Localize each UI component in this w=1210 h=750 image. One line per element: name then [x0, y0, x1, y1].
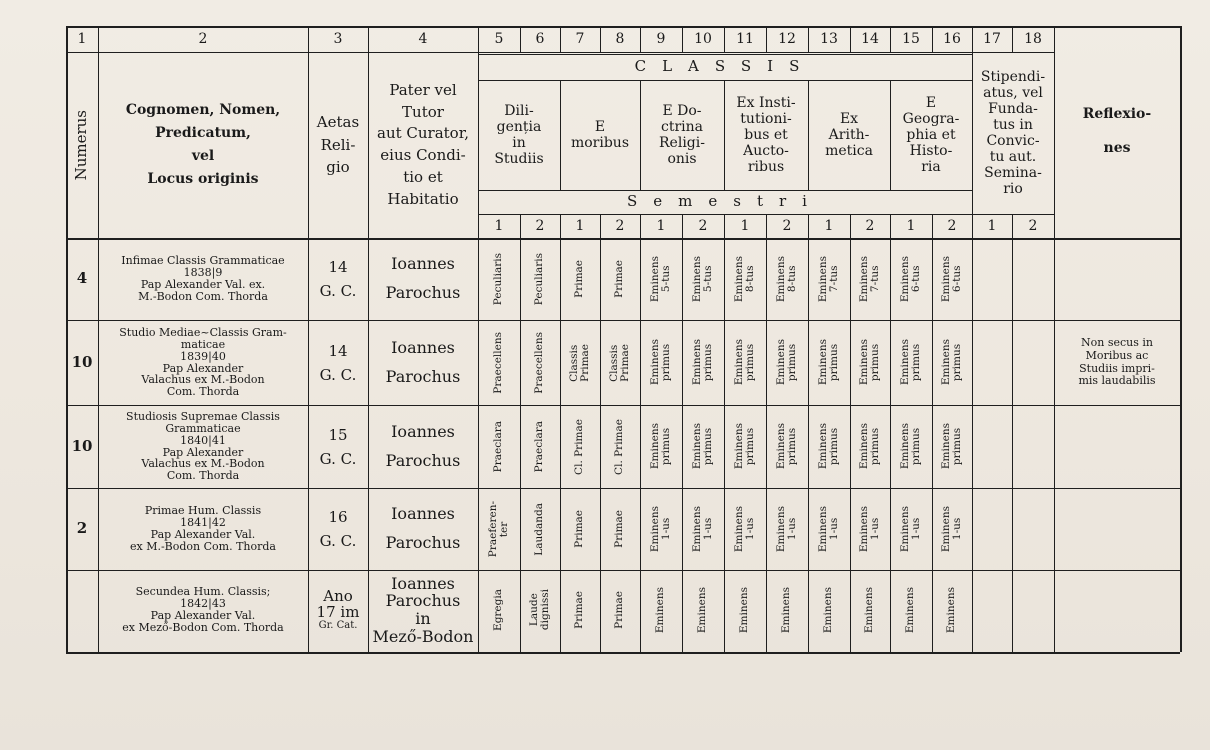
column-number: 8 [615, 30, 625, 47]
origin-line: Pap Alexander Val. ex. [140, 278, 266, 291]
pater-header-line: tio et [403, 167, 443, 186]
origin-line: maticae [180, 337, 226, 351]
row-origin [98, 488, 308, 570]
cognomen-header-line: Predicatum, [155, 124, 251, 141]
tutor-line: Parochus [385, 533, 461, 552]
grade-text: Eminens 7-tus [857, 255, 881, 303]
age-line: Ano [323, 587, 353, 605]
tutor-line: in [415, 609, 431, 628]
grade-text: Laude dignissi [527, 589, 551, 631]
row-tutor [368, 570, 478, 650]
grade-text: Eminens [945, 586, 958, 634]
grade-cell [600, 574, 640, 646]
grade-cell [478, 492, 520, 566]
tutor-line: Ioannes [391, 421, 455, 441]
subject-header-line: onis [667, 151, 697, 168]
tutor-line: Parochus [385, 366, 461, 386]
subject-header-line: tutioni- [740, 110, 792, 127]
aetas-header-line: Aetas [316, 113, 360, 132]
origin-line: Infimae Classis Grammaticae [121, 254, 285, 268]
subject-header-line: ria [921, 159, 941, 176]
grade-cell [850, 409, 890, 484]
stipendiatus-header-line: Stipendi- [980, 68, 1046, 85]
grade-text: Eminens [780, 586, 793, 634]
grade-cell [682, 324, 724, 401]
origin-line: ex Mező-Bodon Com. Thorda [122, 620, 284, 634]
row-age [308, 238, 368, 320]
subject-header-line: metica [825, 143, 873, 160]
row-numerus: 2 [76, 519, 88, 538]
grade-cell [682, 492, 724, 566]
pater-header-line: eius Condi- [380, 146, 466, 164]
grade-text: Eminens 8-tus [732, 255, 756, 303]
grade-text: Classis Primae [567, 343, 591, 382]
grade-text: Eminens primus [898, 423, 922, 470]
age-line: G. C. [319, 282, 357, 300]
grade-cell [520, 574, 560, 646]
origin-line: Valachus ex M.-Bodon [141, 457, 265, 471]
grade-cell [766, 574, 808, 646]
grade-text: Eminens 1-us [857, 505, 881, 553]
grade-text: Primae [613, 510, 626, 548]
age-line: 14 [328, 258, 348, 276]
grade-cell [520, 324, 560, 401]
grade-cell [560, 574, 600, 646]
grade-cell [724, 242, 766, 316]
tutor-line: Ioannes [391, 504, 455, 524]
grade-cell [560, 492, 600, 566]
grade-text: Eminens [904, 586, 917, 634]
pater-header-line: Pater vel [389, 80, 457, 99]
grade-text: Eminens 1-us [774, 505, 798, 553]
stipendiatus-header-line: atus, vel [983, 84, 1043, 101]
grade-cell [600, 324, 640, 401]
grade-cell [682, 574, 724, 646]
numerus-label: Numerus [72, 109, 91, 181]
grade-cell [560, 409, 600, 484]
pater-header [368, 52, 478, 238]
grade-text: Eminens primus [816, 423, 840, 470]
stipendiatus-header [972, 52, 1054, 214]
semestri-label: Semestri [627, 192, 823, 211]
origin-line: M.-Bodon Com. Thorda [138, 289, 268, 303]
origin-line: 1842|43 [180, 597, 226, 611]
grade-cell [932, 492, 972, 566]
semester-number: 2 [947, 217, 957, 234]
origin-line: Pap Alexander [162, 445, 244, 459]
cognomen-header-line: Cognomen, Nomen, [125, 101, 281, 118]
semester-number: 2 [698, 217, 708, 234]
subject-header-line: E [594, 118, 606, 135]
origin-line: Pap Alexander [162, 361, 244, 375]
column-number: 18 [1024, 30, 1042, 47]
grade-text: Praecellens [492, 331, 505, 394]
tutor-line: Mező-Bodon [372, 626, 474, 646]
subject-header-line: Histo- [909, 143, 953, 160]
grade-text: Eminens [696, 586, 709, 634]
grade-text: Eminens primus [939, 423, 963, 470]
subject-header-line: E Do- [662, 102, 702, 119]
column-number: 1 [77, 30, 87, 47]
row-numerus: 10 [71, 436, 93, 455]
rule-line [1180, 26, 1182, 652]
age-line: 16 [328, 508, 348, 526]
grade-text: Eminens primus [732, 423, 756, 470]
column-number: 2 [198, 30, 208, 47]
subject-header-line: ribus [747, 159, 785, 176]
grade-text: Eminens primus [732, 339, 756, 386]
grade-text: Eminens 8-tus [774, 255, 798, 303]
grade-text: Praecellens [533, 331, 546, 394]
subject-header [478, 80, 560, 190]
row-origin [98, 570, 308, 650]
semester-number: 2 [782, 217, 792, 234]
grade-cell [932, 324, 972, 401]
reflexio-line: Studiis impri- [1079, 361, 1155, 375]
grade-cell [808, 324, 850, 401]
grade-text: Eminens 1-us [648, 505, 672, 553]
subject-header [808, 80, 890, 190]
semester-number: 1 [740, 217, 750, 234]
grade-text: Eminens primus [857, 339, 881, 386]
origin-line: Valachus ex M.-Bodon [141, 373, 265, 387]
subject-header-line: Ex Insti- [736, 94, 796, 111]
grade-cell [850, 574, 890, 646]
classis-label: CLASSIS [634, 57, 816, 76]
grade-cell [560, 324, 600, 401]
grade-text: Eminens 6-tus [939, 255, 963, 303]
subject-header-line: Dili- [504, 102, 534, 119]
tutor-line: Parochus [385, 450, 461, 470]
column-number: 13 [820, 30, 838, 47]
age-line: 15 [328, 425, 348, 444]
grade-cell [478, 574, 520, 646]
subject-header-line: Aucto- [743, 143, 789, 160]
grade-cell [890, 324, 932, 401]
grade-cell [890, 242, 932, 316]
age-line: 17 im [316, 602, 360, 621]
subject-header-line: genția [496, 118, 542, 135]
grade-cell [724, 492, 766, 566]
grade-cell [890, 492, 932, 566]
column-number: 12 [778, 30, 796, 47]
grade-text: Eminens 1-us [898, 505, 922, 553]
row-tutor [368, 320, 478, 405]
row-age [308, 320, 368, 405]
grade-text: Eminens primus [898, 339, 922, 386]
grade-cell [682, 242, 724, 316]
subject-header-line: Geogra- [902, 110, 960, 127]
reflexiones-header-line: Reflexio- [1082, 106, 1152, 123]
stipendiatus-header-line: rio [1003, 181, 1023, 198]
grade-cell [600, 409, 640, 484]
grade-text: Eminens 1-us [816, 505, 840, 553]
grade-register-table [66, 26, 1180, 652]
subject-header-line: moribus [570, 135, 630, 151]
grade-text: Eminens primus [939, 339, 963, 386]
grade-text: Classis Primae [607, 343, 631, 382]
cognomen-header-line: Locus originis [147, 171, 259, 188]
grade-text: Eminens [863, 586, 876, 634]
grade-text: Laudanda [533, 502, 546, 556]
row-numerus [66, 570, 98, 650]
age-line: 14 [328, 341, 348, 360]
subject-header-line: ctrina [661, 118, 703, 135]
row-tutor [368, 238, 478, 320]
origin-line: Secundea Hum. Classis; [135, 585, 271, 599]
grade-cell [640, 574, 682, 646]
grade-text: Primae [573, 510, 586, 548]
grade-cell [724, 324, 766, 401]
subject-header-line: Religi- [659, 135, 705, 151]
grade-cell [850, 324, 890, 401]
grade-cell [724, 574, 766, 646]
grade-cell [600, 242, 640, 316]
origin-line: Studio Mediae~Classis Gram- [119, 325, 287, 339]
grade-text: Praeferen- ter [486, 500, 510, 558]
grade-cell [766, 409, 808, 484]
row-origin [98, 320, 308, 405]
column-number: 5 [494, 30, 504, 47]
subject-header-line: phia et [906, 126, 956, 143]
cognomen-header-line: vel [191, 148, 215, 164]
grade-text: Eminens primus [857, 423, 881, 470]
reflexiones-header [1054, 26, 1180, 238]
grade-cell [890, 574, 932, 646]
grade-cell [808, 492, 850, 566]
subject-header-line: bus et [744, 126, 788, 143]
grade-text: Eminens 5-tus [648, 255, 672, 303]
grade-text: Primae [613, 591, 626, 629]
grade-text: Egregia [492, 589, 505, 631]
origin-line: 1838|9 [183, 266, 223, 280]
grade-text: Eminens primus [774, 339, 798, 386]
grade-text: Eminens primus [690, 339, 714, 386]
semester-number: 1 [824, 217, 834, 234]
grade-cell [850, 242, 890, 316]
grade-text: Primae [613, 260, 626, 298]
origin-line: 1840|41 [180, 433, 226, 447]
age-line: G. C. [319, 365, 357, 384]
grade-text: Eminens [738, 586, 751, 634]
grade-cell [640, 324, 682, 401]
grade-cell [640, 409, 682, 484]
subject-header [560, 80, 640, 190]
grade-cell [600, 492, 640, 566]
grade-cell [766, 242, 808, 316]
row-origin [98, 238, 308, 320]
origin-line: Com. Thorda [166, 385, 240, 399]
grade-cell [520, 409, 560, 484]
subject-header-line: E [925, 94, 937, 111]
grade-text: Eminens primus [648, 339, 672, 386]
origin-line: Pap Alexander Val. [150, 528, 256, 541]
semester-number: 1 [494, 217, 504, 234]
grade-cell [478, 242, 520, 316]
pater-header-line: Tutor [402, 102, 444, 121]
grade-cell [640, 492, 682, 566]
subject-header-line: Ex [839, 110, 859, 127]
row-tutor [368, 488, 478, 570]
stipendiatus-header-line: Convic- [986, 133, 1040, 149]
column-number: 9 [656, 30, 666, 47]
grade-cell [520, 492, 560, 566]
grade-cell [808, 574, 850, 646]
column-number: 4 [418, 30, 428, 47]
grade-text: Eminens 1-us [732, 505, 756, 553]
aetas-header-line: gio [326, 158, 350, 177]
semester-number: 1 [987, 217, 997, 234]
pater-header-line: Habitatio [387, 189, 459, 208]
tutor-line: Parochus [385, 283, 461, 302]
grade-cell [932, 242, 972, 316]
stipendiatus-header-line: Funda- [988, 100, 1038, 117]
grade-cell [808, 242, 850, 316]
tutor-line: Ioannes [391, 254, 455, 274]
column-number: 6 [535, 30, 545, 47]
origin-line: Primae Hum. Classis [144, 504, 262, 518]
column-number: 3 [333, 30, 343, 47]
subject-header-line: in [512, 135, 526, 151]
grade-text: Eminens 1-us [690, 505, 714, 553]
grade-text: Primae [573, 260, 586, 298]
stipendiatus-header-line: tus in [993, 116, 1033, 133]
semester-number: 2 [535, 217, 545, 234]
grade-cell [560, 242, 600, 316]
grade-cell [766, 324, 808, 401]
grade-cell [640, 242, 682, 316]
grade-cell [890, 409, 932, 484]
row-numerus: 10 [71, 352, 93, 371]
grade-text: Eminens primus [774, 423, 798, 470]
grade-cell [808, 409, 850, 484]
reflexio-line: Moribus ac [1085, 348, 1149, 362]
age-line: G. C. [319, 532, 357, 550]
origin-line: ex M.-Bodon Com. Thorda [129, 539, 276, 553]
grade-cell [850, 492, 890, 566]
tutor-line: Parochus [385, 591, 461, 611]
semester-number: 2 [615, 217, 625, 234]
row-reflexio [1054, 320, 1180, 405]
grade-text: Eminens primus [816, 339, 840, 386]
grade-text: Eminens 1-us [939, 505, 963, 553]
column-number: 11 [736, 30, 754, 47]
origin-line: Grammaticae [165, 421, 241, 435]
age-line: Gr. Cat. [318, 619, 358, 631]
subject-header [890, 80, 972, 190]
grade-text: Praeclara [533, 420, 546, 473]
semester-number: 2 [1028, 217, 1038, 234]
grade-text: Peculiaris [533, 252, 546, 306]
row-age [308, 488, 368, 570]
reflexio-line: Non secus in [1081, 336, 1153, 350]
aetas-header [308, 52, 368, 238]
grade-text: Eminens 5-tus [690, 255, 714, 303]
stipendiatus-header-line: tu aut. [989, 149, 1037, 166]
grade-text: Eminens primus [648, 423, 672, 470]
row-age [308, 405, 368, 488]
subject-header [640, 80, 724, 190]
column-number: 15 [902, 30, 920, 47]
semester-number: 1 [656, 217, 666, 234]
semester-number: 2 [865, 217, 875, 234]
tutor-line: Ioannes [391, 573, 455, 593]
reflexiones-header-line: nes [1103, 140, 1131, 156]
origin-line: Com. Thorda [166, 469, 240, 483]
pater-header-line: aut Curator, [377, 124, 469, 143]
grade-text: Eminens [654, 586, 667, 634]
stipendiatus-header-line: Semina- [984, 165, 1042, 182]
row-numerus: 4 [76, 269, 88, 288]
grade-text: Eminens [822, 586, 835, 634]
origin-line: 1841|42 [180, 516, 226, 530]
semester-number: 1 [575, 217, 585, 234]
cognomen-header [98, 52, 308, 238]
age-line: G. C. [319, 449, 357, 468]
tutor-line: Ioannes [391, 337, 455, 357]
grade-text: Eminens 6-tus [898, 255, 922, 303]
grade-cell [520, 242, 560, 316]
semester-number: 1 [906, 217, 916, 234]
reflexio-line: mis laudabilis [1078, 374, 1156, 388]
grade-cell [932, 409, 972, 484]
numerus-header [66, 52, 98, 238]
aetas-header-line: Reli- [320, 135, 356, 154]
column-number: 10 [694, 30, 712, 47]
column-number: 17 [983, 30, 1001, 47]
grade-cell [932, 574, 972, 646]
rule-line [1012, 214, 1013, 652]
subject-header [724, 80, 808, 190]
row-tutor [368, 405, 478, 488]
subject-header-line: Arith- [828, 126, 870, 143]
grade-cell [478, 324, 520, 401]
grade-text: Eminens 7-tus [816, 255, 840, 303]
rule-line [66, 652, 1180, 654]
grade-cell [766, 492, 808, 566]
origin-line: 1839|40 [180, 349, 226, 363]
grade-text: Praeclara [492, 420, 505, 473]
grade-text: Eminens primus [690, 423, 714, 470]
grade-text: Cl. Primae [613, 418, 626, 475]
column-number: 14 [861, 30, 879, 47]
origin-line: Pap Alexander Val. [150, 609, 256, 622]
column-number: 7 [575, 30, 585, 47]
subject-header-line: Studiis [494, 151, 544, 168]
row-origin [98, 405, 308, 488]
grade-cell [724, 409, 766, 484]
grade-cell [682, 409, 724, 484]
grade-cell [478, 409, 520, 484]
grade-text: Primae [573, 591, 586, 629]
row-age [308, 570, 368, 650]
grade-text: Cl. Primae [573, 418, 586, 475]
grade-text: Peculiaris [492, 252, 505, 306]
column-number: 16 [943, 30, 961, 47]
origin-line: Studiosis Supremae Classis [126, 409, 280, 423]
